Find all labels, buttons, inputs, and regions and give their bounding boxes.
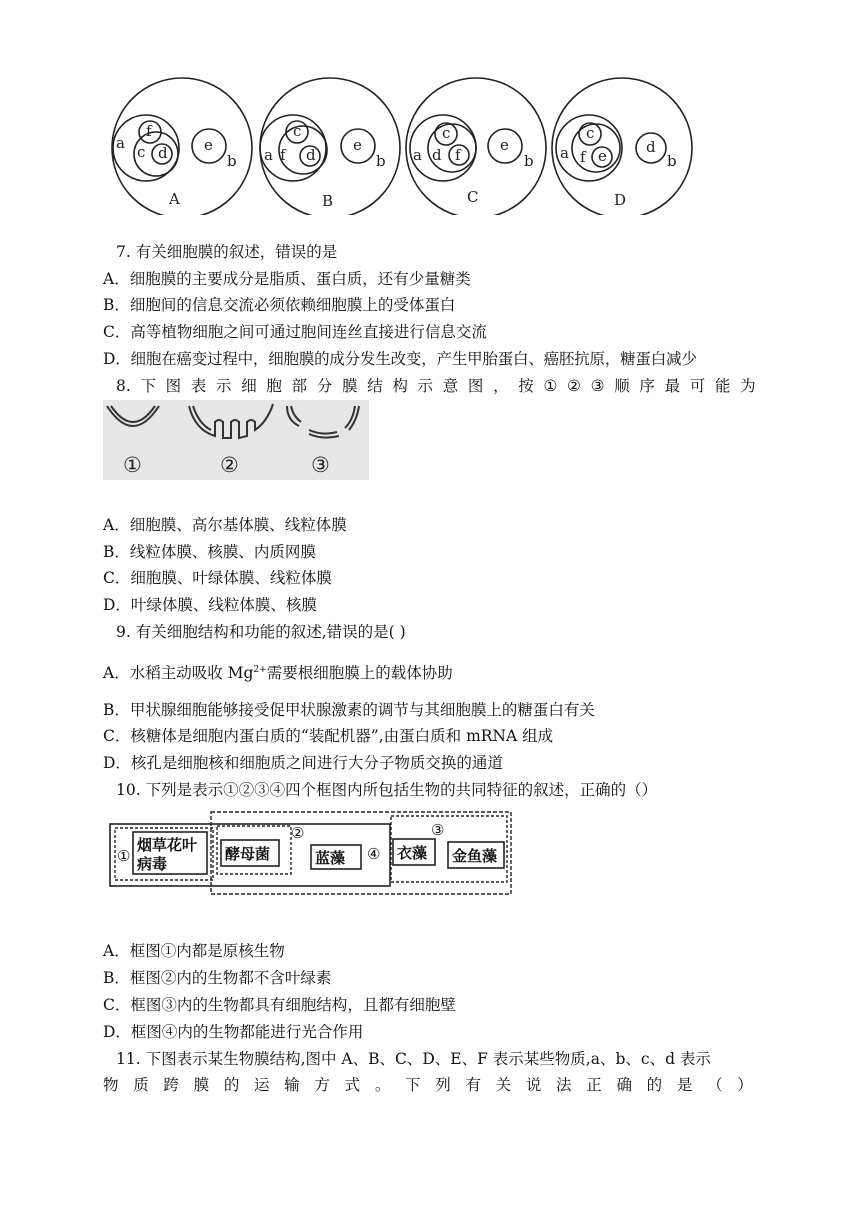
venn-letter: d <box>306 146 316 164</box>
venn-letter: f <box>580 148 586 166</box>
q10-option-d: D．框图④内的生物都能进行光合作用 <box>103 1023 364 1041</box>
panel-label-a: A <box>169 190 180 208</box>
venn-letter: d <box>432 146 442 164</box>
venn-letter: c <box>293 122 302 140</box>
venn-figure <box>0 0 860 215</box>
q11-line2: 物 质 跨 膜 的 运 输 方 式 。 下 列 有 关 说 法 正 确 的 是 （ ） <box>103 1076 753 1094</box>
box-label-3: ③ <box>431 821 445 839</box>
q10-option-a: A．框图①内都是原核生物 <box>103 942 285 960</box>
q7-option-c: C．高等植物细胞之间可通过胞间连丝直接进行信息交流 <box>103 323 487 341</box>
venn-letter: e <box>598 147 607 165</box>
membrane-figure <box>103 400 369 480</box>
q7-option-b: B．细胞间的信息交流必须依赖细胞膜上的受体蛋白 <box>103 296 456 314</box>
venn-letter: e <box>353 136 362 154</box>
q8-option-b: B．线粒体膜、核膜、内质网膜 <box>103 543 316 561</box>
q8-option-d: D．叶绿体膜、线粒体膜、核膜 <box>103 596 317 614</box>
q9-option-b: B．甲状腺细胞能够接受促甲状腺激素的调节与其细胞膜上的糖蛋白有关 <box>103 701 595 719</box>
q10-stem: 10. 下列是表示①②③④四个框图内所包括生物的共同特征的叙述，正确的（） <box>116 781 658 799</box>
venn-letter: c <box>586 124 595 142</box>
q7-stem: 7. 有关细胞膜的叙述，错误的是 <box>116 243 338 261</box>
q9-option-c: C．核糖体是细胞内蛋白质的“装配机器”,由蛋白质和 mRNA 组成 <box>103 727 554 745</box>
venn-letter: f <box>280 146 286 164</box>
venn-letter: f <box>146 122 152 140</box>
venn-letter: c <box>442 124 451 142</box>
q8-option-a: A．细胞膜、高尔基体膜、线粒体膜 <box>103 516 347 534</box>
venn-letter: a <box>413 146 422 164</box>
q8-stem: 8. 下 图 表 示 细 胞 部 分 膜 结 构 示 意 图 ， 按 ① ② ③ 顺 序 最 可 能 为 <box>116 377 756 395</box>
organism-tmv-line2: 病毒 <box>137 855 168 873</box>
q9-option-a: A．水稻主动吸收 $Mg^{2+}$需要根细胞膜上的载体协助 <box>103 664 453 683</box>
box-label-4: ④ <box>367 845 381 863</box>
q7-option-d: D．细胞在癌变过程中，细胞膜的成分发生改变，产生甲胎蛋白、癌胚抗原，糖蛋白减少 <box>103 350 697 368</box>
venn-letter: f <box>455 146 461 164</box>
membrane-label-3: ③ <box>311 453 330 477</box>
q11-line1: 11. 下图表示某生物膜结构,图中 A、B、C、D、E、F 表示某些物质,a、b、c、d 表示 <box>116 1050 711 1068</box>
box-label-1: ① <box>117 847 131 865</box>
panel-label-b: B <box>322 192 334 210</box>
venn-letter: d <box>158 144 168 162</box>
q9-stem: 9. 有关细胞结构和功能的叙述,错误的是( ) <box>116 623 406 641</box>
venn-letter: b <box>376 152 386 170</box>
organism-hornwort: 金鱼藻 <box>452 847 498 865</box>
organism-box-figure <box>103 808 523 898</box>
venn-letter: a <box>560 144 569 162</box>
venn-letter: b <box>524 152 534 170</box>
venn-letter: b <box>667 152 677 170</box>
panel-a-outer-circle <box>112 78 252 215</box>
venn-letter: e <box>204 136 213 154</box>
q8-option-c: C．细胞膜、叶绿体膜、线粒体膜 <box>103 569 332 587</box>
organism-chlamydomonas: 衣藻 <box>397 844 428 862</box>
venn-letter: b <box>227 152 237 170</box>
q10-option-b: B．框图②内的生物都不含叶绿素 <box>103 969 332 987</box>
panel-label-d: D <box>614 191 627 209</box>
q10-option-c: C．框图③内的生物都具有细胞结构，且都有细胞壁 <box>103 996 456 1014</box>
venn-letter: e <box>500 136 509 154</box>
venn-letter: d <box>646 138 656 156</box>
membrane-label-2: ② <box>220 453 239 477</box>
membrane-label-1: ① <box>123 453 142 477</box>
box-label-2: ② <box>291 824 305 842</box>
venn-letter: c <box>137 143 146 161</box>
venn-letter: a <box>264 146 273 164</box>
panel-label-c: C <box>467 188 479 206</box>
organism-tmv-line1: 烟草花叶 <box>137 836 198 854</box>
organism-cyanobacteria: 蓝藻 <box>315 849 346 867</box>
q9-option-d: D．核孔是细胞核和细胞质之间进行大分子物质交换的通道 <box>103 754 503 772</box>
venn-letter: a <box>116 134 125 152</box>
organism-yeast: 酵母菌 <box>225 845 271 863</box>
q7-option-a: A．细胞膜的主要成分是脂质、蛋白质，还有少量糖类 <box>103 270 471 288</box>
